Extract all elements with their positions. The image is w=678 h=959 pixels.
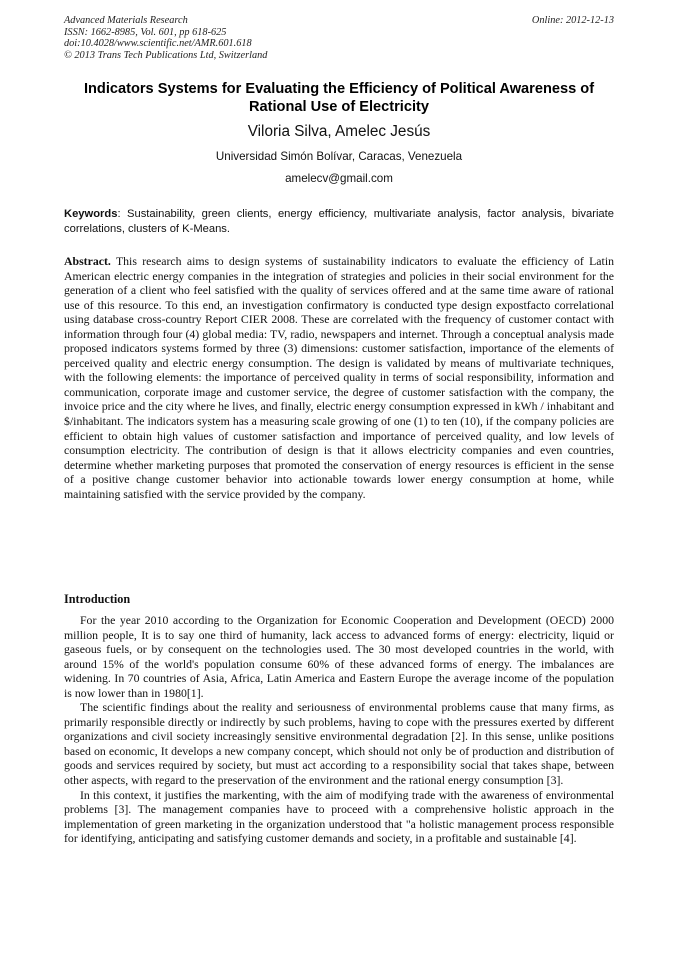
journal-name: Advanced Materials Research bbox=[64, 15, 188, 26]
author-affiliation: Universidad Simón Bolívar, Caracas, Venezuela bbox=[215, 150, 463, 163]
introduction-body bbox=[64, 613, 614, 846]
doi-line: doi:10.4028/www.scientific.net/AMR.601.618 bbox=[64, 38, 252, 49]
keywords-text: : Sustainability, green clients, energy efficiency, multivariate analysis, factor analysis, bivariate correlations, clusters of K-Means. bbox=[64, 208, 614, 235]
abstract-text: This research aims to design systems of sustainability indicators to evaluate the efficiency of Latin American electric energy companies in the integration of strategies and policies in their social environment for the generation of a client who feel satisfied with the quality of services offered and at the same time aware of rational use of this resource. To this end, an investigation confirmatory is conducted type design expostfacto correlational using database cross-country Report CIER 2008. These are correlated with the frequency of customer contact with information through four (4) global media: TV, radio, newspapers and internet. Through a conceptual analysis made proposed indicators systems formed by three (3) dimensions: customer satisfaction, importance of the elements of perceived quality and electric energy consumption. The design is validated by means of multivariate techniques, with the following elements: the importance of perceived quality in terms of social responsibility, information and communication, corporate image and customer service, the degree of customer satisfaction with the company, the invoice price and the city where he lives, and finally, electric energy consumption expressed in kWh / inhabitant and $/inhabitant. The indicators system has a measuring scale growing of one (1) to ten (10), if the company policies are efficient to obtain high values of customer satisfaction and importance of perceived quality, and low levels of consumption electricity. The contribution of design is that it allows electricity companies and even countries, determine whether marketing purposes that promoted the conservation of energy resources is efficient in the sense of a positive change customer behavior into actionable towards lower energy consumption at home, while maintaining satisfied with the service provided by the company. bbox=[64, 254, 614, 501]
journal-header bbox=[64, 15, 267, 61]
intro-paragraph: For the year 2010 according to the Organization for Economic Cooperation and Development (OECD) 2000 million people, It is to say one third of humanity, lack access to advanced forms of energy: electricity, liquid or gaseous fuels, or by consequent on the technologies used. The 30 most developed countries in the world, with around 15% of the world's population consume 60% of these advanced forms of energy. The imbalances are widening. In 70 countries of Asia, Africa, Latin America and Eastern Europe the average income of the population is now lower than in 1980[1]. bbox=[64, 613, 614, 700]
paper-title: Indicators Systems for Evaluating the Efficiency of Political Awareness of Rational Use of Electricity bbox=[83, 81, 595, 115]
intro-paragraph: The scientific findings about the reality and seriousness of environmental problems cause that many firms, as primarily responsible directly or indirectly by such problems, having to cope with the pressures exerted by different organizations and civil society increasingly sensitive environmental degradation [2]. In this sense, unlike positions based on economic, It develops a new company concept, which should not only be of production and distribution of goods and services required by society, but must act according to a responsibility social that takes shape, between other aspects, with regard to the preservation of the environment and the rational energy consumption [3]. bbox=[64, 700, 614, 788]
keywords-label: Keywords bbox=[64, 208, 118, 220]
keywords-block bbox=[64, 207, 614, 236]
issn-line: ISSN: 1662-8985, Vol. 601, pp 618-625 bbox=[64, 26, 227, 38]
paper-authors: Viloria Silva, Amelec Jesús bbox=[247, 123, 431, 140]
author-email: amelecv@gmail.com bbox=[285, 172, 393, 185]
abstract-block bbox=[64, 254, 614, 501]
introduction-heading: Introduction bbox=[64, 592, 131, 606]
online-date: Online: 2012-12-13 bbox=[531, 15, 614, 26]
abstract-label: Abstract. bbox=[64, 254, 111, 268]
copyright-line: © 2013 Trans Tech Publications Ltd, Switzerland bbox=[64, 49, 268, 61]
intro-paragraph: In this context, it justifies the markenting, with the aim of modifying trade with the awareness of environmental problems [3]. The management companies have to proceed with a comprehensive holistic approach in the implementation of green marketing in the organization understood that "a holistic management process responsible for identifying, anticipating and satisfying customer demands and society, in a profitable and sustainable [4]. bbox=[64, 787, 614, 846]
